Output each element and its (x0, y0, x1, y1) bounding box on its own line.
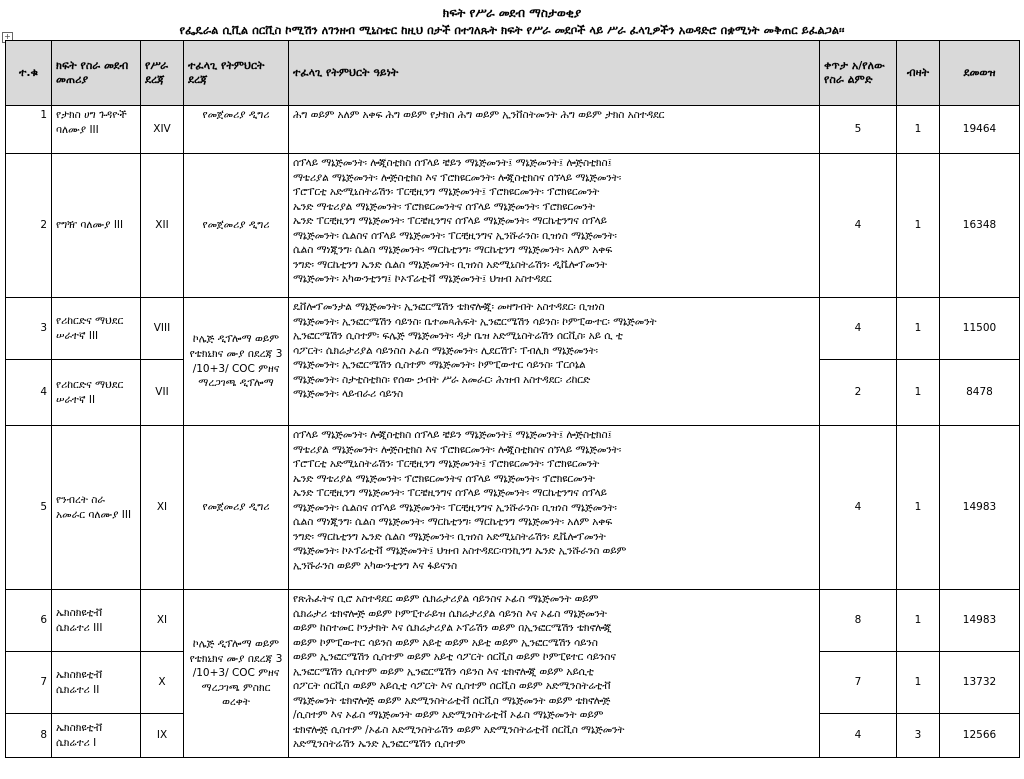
header-experience: ቀጥታ አ/የለው የስራ ልምድ (820, 41, 897, 106)
table-row (6, 590, 1020, 652)
vacancy-table (5, 40, 1020, 758)
table-row (6, 106, 1020, 154)
header-edu-level: ተፈላጊ የትምህርት ደረጃ (184, 41, 289, 106)
header-qty: ብዛት (897, 41, 940, 106)
row-qty: 1 (897, 590, 940, 652)
row-no: 3 (6, 298, 52, 360)
row-edu-field: ዴቨሎፕመንታል ማኔጅመንት፡ ኢንፎርሜሽን ቴክኖሎጂ፡ መዛግብት አስተዳደር፡ ቢዝነስ ማኔጅመንት፡ ኢንፎርሜሽን ሳይንስ፡ ቤተመጻሕፍት ኢንፎርሜሽን ሳይንስ፡ ኮምፒውተር፡ ማኔጅመንት ኢንፎርሜሽን ሲስተም፡ ፍሌጅ ማኔጅመንት፡ ዳታ ቤዝ አድሚኒስትሬሽን ሰርቪስ፡ አይ ሲ ቲ ሳፖርት፡ ሴክሬታሪያል ሳይንስስ ኦፊስ ማኔጅመንት፡ ሊደርሽፕ፡ ፐብሊክ ማኔጅመንት፡ ማኔጅመንት፡ ኢንፎርሜሽን ሲስተም ማኔጅመንት፡ ኮምፒውተር ሳይንስ፡ ፐርሶኔል ማኔጅመንት፡ ስታቲስቲክስ፡ የሰው ኃብት ሥራ አመራር፡ ሕዝብ አስተዳደር፡ ሪከርድ ማኔጅመንት፡ ላይብራሪ ሳይንስ (289, 298, 820, 426)
row-grade: XIV (141, 106, 184, 154)
row-no: 2 (6, 154, 52, 298)
row-salary: 16348 (940, 154, 1020, 298)
row-edu-field: ሰፕላይ ማኔጅመንት፡ ሎጂስቲክስ ሰፕላይ ቼይን ማኔጅመንት፤ ማኔጅመንት፤ ሎጅስቲክስ፤ ማቴሪያል ማኔጅመንት፡ ሎጅስቲክስ እና ፕሮክዩርመንት፡ ሎጂስቲክስና ሰኘላይ ማኔጅመንት፡ ፕሮፐርቲ አድሚኒስትሬሽን፡ ፐርቺዚንግ ማኔጅመንት፤ ፕሮክዩርመንት፡ ፕሮክዩርመንት ኤንድ ማቴሪያል ማኔጅመንት፡ ፕሮክዩርመንትና ሰፕላይ ማኔጅመንት፡ ፕሮክዩርመንት ኤንድ ፐርቺዚንግ ማኔጅመንት፡ ፐርቼዚንግና ሰፕላይ ማኔጅመንት፡ ማርኬቲንግና ሰፕላይ ማኔጅመንት፡ ሴልስና ሰፕላይ ማኔጅመንት፡ ፐርቺዚንግና ኢንሹራንስ፡ ቢዝነስ ማኔጅመንት፡ ሴልስ ማነጂንግ፡ ሴልስ ማኔጅመንት፡ ማርኬቲንግ፡ ማርኬቲንግ ማኔጅመንት፡ አለም አቀፍ ንግድ፡ ማርኬቲንግ ኤንድ ሴልስ ማኔጅመንት፡ ቢዝነስ አድሚኒስትሬሽን፡ ዴቬሎፕመንት ማኔጅመንት፡ ኮኦፕሬቲቭ ማኔጅመንት፤ ህዝብ አስተዳደር፡ባንኪንግ ኤንድ ኢንሹራንስ ወይም ኢንሹራንስ ወይም አካውንቲንግ እና ፋይናንስ (289, 426, 820, 590)
row-grade: IX (141, 714, 184, 758)
table-row (6, 154, 1020, 298)
row-experience: 2 (820, 360, 897, 426)
row-position: ኤክስክዩቲቭ ሴክሬተሪ I (52, 714, 141, 758)
header-grade: የሥራ ደረጃ (141, 41, 184, 106)
row-position: የንብረት ስራ አመራር ባለሙያ III (52, 426, 141, 590)
row-grade: XII (141, 154, 184, 298)
row-edu-level: ኮሌጅ ዲፕሎማ ወይም የቴክኒክና ሙያ በደረጃ 3 /10+3/ COC ምዘና ማረጋገጫ ዲፕሎማ (184, 298, 289, 426)
row-no: 4 (6, 360, 52, 426)
row-edu-level: ኮሌጅ ዲፕሎማ ወይም የቴክኒክና ሙያ በደረጃ 3 /10+3/ COC ምዘና ማረጋገጫ ምስክር ወረቀት (184, 590, 289, 758)
row-position: የሪከርድና ማህደር ሠራተኛ III (52, 298, 141, 360)
row-position: የሪከርድና ማህደር ሠራተኛ II (52, 360, 141, 426)
row-salary: 8478 (940, 360, 1020, 426)
row-experience: 4 (820, 426, 897, 590)
row-position: የታክስ ሀግ ጉዳዮች ባለሙያ III (52, 106, 141, 154)
row-experience: 8 (820, 590, 897, 652)
header-no: ተ.ቁ (6, 41, 52, 106)
row-salary: 12566 (940, 714, 1020, 758)
row-edu-level: የመጀመሪያ ዲግሪ (184, 426, 289, 590)
row-qty: 1 (897, 652, 940, 714)
header-position: ክፍት የስራ መደብ መጠሪያ (52, 41, 141, 106)
row-qty: 1 (897, 298, 940, 360)
row-experience: 4 (820, 154, 897, 298)
row-qty: 1 (897, 360, 940, 426)
row-position: ኤክስክዩቲቭ ሴክሬተሪ II (52, 652, 141, 714)
row-no: 5 (6, 426, 52, 590)
row-edu-level: የመጀመሪያ ዲግሪ (184, 106, 289, 154)
row-salary: 13732 (940, 652, 1020, 714)
row-edu-field: ሕግ ወይም አለም አቀፍ ሕግ ወይም የታክስ ሕግ ወይም ኢንቨስትመንት ሕግ ወይም ታክስ አስተዳደር (289, 106, 820, 154)
row-grade: X (141, 652, 184, 714)
header-edu-field: ተፈላጊ የትምህርት ዓይነት (289, 41, 820, 106)
row-qty: 1 (897, 106, 940, 154)
table-row (6, 426, 1020, 590)
row-edu-field: ሰፕላይ ማኔጅመንት፡ ሎጂስቲክስ ሰፕላይ ቼይን ማኔጅመንት፤ ማኔጅመንት፤ ሎጅስቲክስ፤ ማቴሪያል ማኔጅመንት፡ ሎጅስቲክስ እና ፕሮክዩርመንት፡ ሎጂስቲክስና ሰኘላይ ማኔጅመንት፡ ፕሮፐርቲ አድሚኒስትሬሽን፡ ፐርቺዚንግ ማኔጅመንት፤ ፕሮክዩርመንት፡ ፕሮክዩርመንት ኤንድ ማቴሪያል ማኔጅመንት፡ ፕሮክዩርመንትና ሰፕላይ ማኔጅመንት፡ ፕሮክዩርመንት ኤንድ ፐርቺዚንግ ማኔጅመንት፡ ፐርቼዚንግና ሰፕላይ ማኔጅመንት፡ ማርኬቲንግና ሰፕላይ ማኔጅመንት፡ ሴልስና ሰፕላይ ማኔጅመንት፡ ፐርቺዚንግና ኢንሹራንስ፡ ቢዝነስ ማኔጅመንት፡ ሴልስ ማነጂንግ፡ ሴልስ ማኔጅመንት፡ ማርኬቲንግ፡ ማርኬቲንግ ማኔጅመንት፡ አለም አቀፍ ንግድ፡ ማርኬቲንግ ኤንድ ሴልስ ማኔጅመንት፡ ቢዝነስ አድሚኒስትሬሽን፡ ዲቬሎፕመንት ማኔጅመንት፡ አካውንቲንግ፤ ኮኦፕሬቲቭ ማኔጅመንት፤ ህዝብ አስተዳደር (289, 154, 820, 298)
row-edu-level: የመጀመሪያ ዲግሪ (184, 154, 289, 298)
row-position: የግዥ ባለሙያ III (52, 154, 141, 298)
row-no: 8 (6, 714, 52, 758)
header-salary: ደመወዝ (940, 41, 1020, 106)
row-no: 1 (6, 106, 52, 154)
row-experience: 4 (820, 298, 897, 360)
row-experience: 5 (820, 106, 897, 154)
table-row (6, 298, 1020, 360)
row-salary: 14983 (940, 426, 1020, 590)
row-no: 6 (6, 590, 52, 652)
row-grade: XI (141, 426, 184, 590)
row-position: ኤክስክዩቲቭ ሴክሬተሪ III (52, 590, 141, 652)
row-experience: 7 (820, 652, 897, 714)
row-salary: 14983 (940, 590, 1020, 652)
table-move-handle-icon[interactable]: + (2, 32, 13, 43)
row-qty: 3 (897, 714, 940, 758)
table-header-row (6, 41, 1020, 106)
row-qty: 1 (897, 426, 940, 590)
page-title: ክፍት የሥራ መደብ ማስታወቂያ (442, 6, 582, 20)
row-salary: 11500 (940, 298, 1020, 360)
row-grade: VII (141, 360, 184, 426)
row-salary: 19464 (940, 106, 1020, 154)
row-grade: XI (141, 590, 184, 652)
page-subtitle: የፌዴራል ሲቪል ሰርቪስ ኮሚሽን ለገንዘብ ሚኒስቴር ከዚህ በታች በተገለጹት ክፍት የሥራ መደቦች ላይ ሥራ ፈላጊዎችን አወዳድሮ በቋሚነት መቅጠር ይፈልጋል፡፡ (179, 23, 845, 37)
row-edu-field: የጽሕፈትና ቢሮ አስተዳደር ወይም ሴክሬታሪያል ሳይንስና ኦፊስ ማኔጅመንት ወይም ሴክሬታሪ ቴክኖሎጅ ወይም ኮምፒተራይዝ ሴክሬታሪያል ሳይንስ እና ኦፊስ ማኔጅመንት ወይም ከስተመር ኮንታክት እና ሴክሬታሪያል ኦፕሬሽን ወይም በኢንፎርሜሽን ቴክኖሎጂ ወይም ኮምፒውተር ሳይንስ ወይም አይቲ ወይም አይቲ ወይም ኢንፎርሜሽን ሳይንስ ወይም ኢንፎርሜሽን ሲስተም ወይም አይቲ ሳፖርት ሰርቪስ ወይም ኮምፒዩተር ሳይንስና ኢንፎርሜሽን ሲስተም ወይም ኢንፎርሜሽን ሳይንስ እና ቴክኖሎጂ ወይም አይሲቲ ሰፖርት ሰርቪስ ወይም አይሲቲ ሳፖርት እና ሲስተም ሰርቪስ ወይም አድሚንስትሬቲቭ ማኔጅመንት ቴክኖሎጅ ወይም አድሚንስትሬቲቭ ሰርቪስ ማኔጅመንት ወይም ቴክኖሎጅ /ሲስተም እና ኦፊስ ማኔጅመንት ወይም አድሚንስትሬቲቭ ኦፊስ ማኔጅመንት ወይም ቴክኖሎጅ ሲስተም /ኦፊስ አድሚንስትሬሽን ወይም አድሚንስትሬቲቭ ሰርቪስ ማኔጅመንት አድሚንስትሬሽን ኤንድ ኢንፎርሜሽን ሲስተም (289, 590, 820, 758)
row-no: 7 (6, 652, 52, 714)
row-qty: 1 (897, 154, 940, 298)
row-grade: VIII (141, 298, 184, 360)
row-experience: 4 (820, 714, 897, 758)
